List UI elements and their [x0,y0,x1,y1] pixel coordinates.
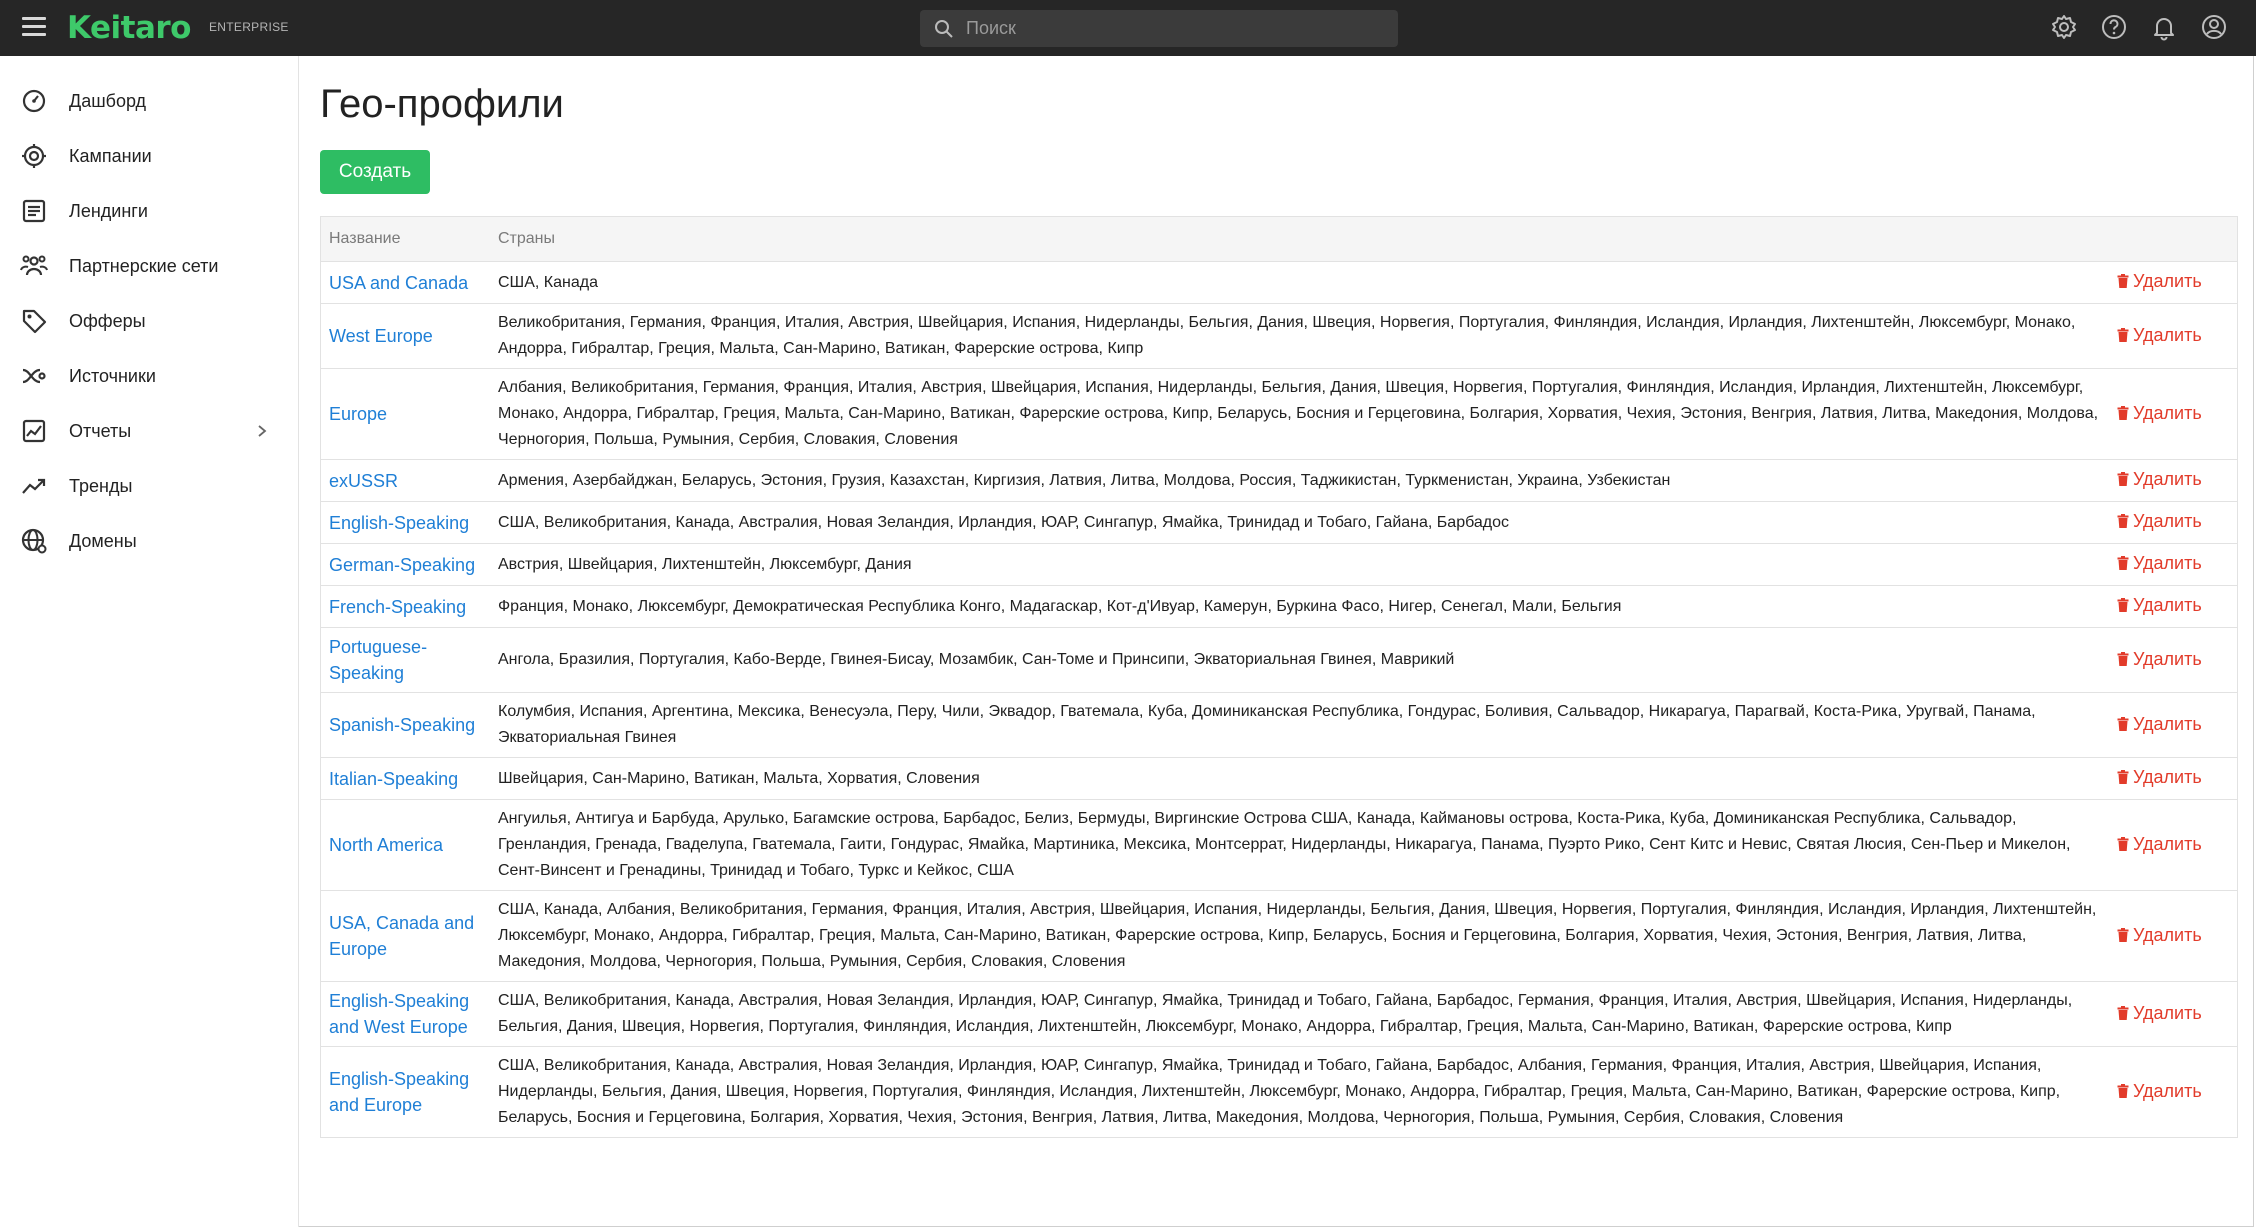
trash-icon [2117,514,2129,528]
actions-cell [2109,262,2238,304]
gear-icon[interactable] [2050,13,2078,41]
delete-button[interactable] [2117,466,2202,492]
trash-icon [2117,274,2129,288]
profile-name-cell [321,262,491,304]
chevron-right-icon[interactable] [255,424,269,438]
profile-name-cell [321,369,491,460]
profile-name-cell [321,304,491,369]
profile-name-cell [321,891,491,982]
delete-button[interactable] [2117,711,2202,737]
source-icon [20,362,48,390]
profile-name-cell [321,982,491,1047]
profile-name-link[interactable]: French-Speaking [329,596,467,617]
table-row [321,1047,2238,1138]
profile-name-link[interactable]: West Europe [329,326,433,346]
countries-cell: Ангуилья, Антигуа и Барбуда, Арулько, Багамские острова, Барбадос, Белиз, Бермуды, Виргинские Острова США, Канада, Каймановы острова, Коста-Рика, Куба, Доминиканская Республика, Сальвадор, Гренландия, Гренада, Гваделупа, Гватемала, Гаити, Гондурас, Ямайка, Мартиника, Мексика, Монтсеррат, Нидерланды, Никарагуа, Панама, Пуэрто Рико, Сент Китс и Невис, Святая Люсия, Сен-Пьер и Микелон, Сент-Винсент и Гренадины, Тринидад и Тобаго, Туркс и Кейкос, США [490,800,2109,891]
brand-edition: ENTERPRISE [209,20,289,34]
trash-icon [2117,928,2129,942]
delete-button[interactable] [2117,322,2202,348]
bell-icon[interactable] [2150,13,2178,41]
sidebar-item-reports[interactable] [0,411,298,451]
actions-cell [2109,502,2238,544]
delete-label: Удалить [2133,595,2202,615]
delete-label: Удалить [2133,648,2202,669]
trash-icon [2117,406,2129,420]
delete-button[interactable] [2117,508,2202,534]
table-body [321,262,2238,1138]
delete-button[interactable] [2117,831,2202,857]
table-row [321,800,2238,891]
brand-logo[interactable]: Keitaro [67,10,191,46]
countries-cell: Ангола, Бразилия, Португалия, Кабо-Верде, Гвинея-Бисау, Мозамбик, Сан-Томе и Принсипи, Экваториальная Гвинея, Маврикий [490,628,2109,693]
profile-name-link[interactable]: English-Speaking [329,512,470,533]
trend-icon [20,472,48,500]
header-name[interactable]: Название [321,217,491,262]
header-countries[interactable]: Страны [490,217,2109,262]
profile-name-cell [321,544,491,586]
search-input[interactable] [964,17,1368,40]
profile-name-cell [321,1047,491,1138]
table-row [321,982,2238,1047]
countries-cell: Армения, Азербайджан, Беларусь, Эстония, Грузия, Казахстан, Киргизия, Латвия, Литва, Молдова, Россия, Таджикистан, Туркменистан, Украина, Узбекистан [490,460,2109,502]
delete-label: Удалить [2133,511,2202,531]
header-actions [2109,217,2238,262]
profile-name-link[interactable]: North America [329,835,444,855]
delete-label: Удалить [2133,469,2202,489]
delete-label: Удалить [2133,553,2202,573]
sidebar-item-label: Источники [69,365,156,386]
actions-cell [2109,758,2238,800]
countries-cell: США, Великобритания, Канада, Австралия, Новая Зеландия, Ирландия, ЮАР, Сингапур, Ямайка, Тринидад и Тобаго, Гайана, Барбадос, Германия, Франция, Италия, Австрия, Швейцария, Испания, Нидерланды, Бельгия, Дания, Швеция, Норвегия, Португалия, Финляндия, Исландия, Лихтенштейн, Люксембург, Монако, Андорра, Гибралтар, Греция, Мальта, Сан-Марино, Ватикан, Фарерские острова, Кипр [490,982,2109,1047]
profile-name-cell [321,460,491,502]
actions-cell [2109,369,2238,460]
delete-button[interactable] [2117,1000,2202,1026]
table-row [321,891,2238,982]
table-header-row [321,217,2238,262]
delete-label: Удалить [2133,833,2202,854]
trash-icon [2117,717,2129,731]
tag-icon [20,307,48,335]
countries-cell: Австрия, Швейцария, Лихтенштейн, Люксембург, Дания [490,544,2109,586]
profile-name-cell [321,586,491,628]
trash-icon [2117,598,2129,612]
delete-label: Удалить [2133,767,2202,787]
delete-label: Удалить [2133,271,2202,291]
delete-label: Удалить [2133,1080,2202,1101]
profile-name-link[interactable]: Europe [329,404,388,424]
countries-cell: Швейцария, Сан-Марино, Ватикан, Мальта, Хорватия, Словения [490,758,2109,800]
actions-cell [2109,800,2238,891]
sidebar-item-campaigns[interactable] [0,136,298,176]
delete-button[interactable] [2117,922,2202,948]
delete-button[interactable] [2117,592,2202,618]
sidebar-item-domains[interactable] [0,521,298,561]
profile-name-link[interactable]: USA and Canada [329,272,469,293]
delete-label: Удалить [2133,924,2202,945]
menu-icon[interactable] [22,17,46,37]
trash-icon [2117,556,2129,570]
table-row [321,544,2238,586]
delete-button[interactable] [2117,400,2202,426]
sidebar-item-sources[interactable] [0,356,298,396]
page-title: Гео-профили [320,82,564,126]
sidebar-item-label: Тренды [69,475,133,496]
create-button[interactable]: Создать [320,150,430,194]
profile-name-link[interactable]: Portuguese-Speaking [329,637,428,683]
profile-name-cell [321,693,491,758]
delete-label: Удалить [2133,402,2202,423]
delete-button[interactable] [2117,764,2202,790]
profile-name-link[interactable]: English-Speaking and West Europe [329,991,470,1037]
actions-cell [2109,628,2238,693]
trash-icon [2117,837,2129,851]
profile-name-link[interactable]: German-Speaking [329,554,476,575]
trash-icon [2117,652,2129,666]
delete-label: Удалить [2133,1002,2202,1023]
trash-icon [2117,1006,2129,1020]
sidebar-item-label: Лендинги [69,200,148,221]
sidebar-item-networks[interactable] [0,246,298,286]
sidebar-item-label: Отчеты [69,420,132,441]
dashboard-icon [20,87,48,115]
countries-cell: Албания, Великобритания, Германия, Франция, Италия, Австрия, Швейцария, Испания, Нидерланды, Бельгия, Дания, Швеция, Норвегия, Португалия, Финляндия, Исландия, Ирландия, Лихтенштейн, Люксембург, Монако, Андорра, Гибралтар, Греция, Мальта, Сан-Марино, Ватикан, Фарерские острова, Кипр, Беларусь, Босния и Герцеговина, Болгария, Хорватия, Чехия, Эстония, Венгрия, Латвия, Литва, Македония, Молдова, Черногория, Польша, Румыния, Сербия, Словакия, Словения [490,369,2109,460]
profile-name-link[interactable]: USA, Canada and Europe [329,913,475,959]
table-row [321,586,2238,628]
sidebar-item-label: Домены [69,530,137,551]
actions-cell [2109,1047,2238,1138]
table-row [321,628,2238,693]
sidebar-item-offers[interactable] [0,301,298,341]
profile-name-link[interactable]: Spanish-Speaking [329,715,476,735]
actions-cell [2109,460,2238,502]
actions-cell [2109,891,2238,982]
actions-cell [2109,544,2238,586]
trash-icon [2117,770,2129,784]
help-icon[interactable] [2100,13,2128,41]
table-row [321,758,2238,800]
trash-icon [2117,472,2129,486]
account-icon[interactable] [2200,13,2228,41]
countries-cell: Франция, Монако, Люксембург, Демократическая Республика Конго, Мадагаскар, Кот-д'Ивуар, Камерун, Буркина Фасо, Нигер, Сенегал, Мали, Бельгия [490,586,2109,628]
geo-profiles-table [320,216,2238,1138]
delete-button[interactable] [2117,646,2202,672]
profile-name-cell [321,628,491,693]
sidebar-item-trends[interactable] [0,466,298,506]
countries-cell: Великобритания, Германия, Франция, Италия, Австрия, Швейцария, Испания, Нидерланды, Бельгия, Дания, Швеция, Норвегия, Португалия, Финляндия, Исландия, Ирландия, Лихтенштейн, Люксембург, Монако, Андорра, Гибралтар, Греция, Мальта, Сан-Марино, Ватикан, Фарерские острова, Кипр [490,304,2109,369]
table-row [321,502,2238,544]
countries-cell: США, Великобритания, Канада, Австралия, Новая Зеландия, Ирландия, ЮАР, Сингапур, Ямайка, Тринидад и Тобаго, Гайана, Барбадос, Албания, Германия, Франция, Италия, Австрия, Швейцария, Испания, Нидерланды, Бельгия, Дания, Швеция, Норвегия, Португалия, Финляндия, Исландия, Лихтенштейн, Люксембург, Монако, Андорра, Гибралтар, Греция, Мальта, Сан-Марино, Ватикан, Фарерские острова, Кипр, Беларусь, Босния и Герцеговина, Болгария, Хорватия, Чехия, Эстония, Венгрия, Латвия, Литва, Македония, Молдова, Черногория, Польша, Румыния, Сербия, Словакия, Словения [490,1047,2109,1138]
report-icon [20,417,48,445]
sidebar [0,56,299,1227]
table-row [321,369,2238,460]
delete-button[interactable] [2117,1078,2202,1104]
countries-cell: Колумбия, Испания, Аргентина, Мексика, Венесуэла, Перу, Чили, Эквадор, Гватемала, Куба, Доминиканская Республика, Гондурас, Боливия, Сальвадор, Никарагуа, Парагвай, Коста-Рика, Уругвай, Панама, Экваториальная Гвинея [490,693,2109,758]
countries-cell: США, Канада, Албания, Великобритания, Германия, Франция, Италия, Австрия, Швейцария, Испания, Нидерланды, Бельгия, Дания, Швеция, Норвегия, Португалия, Финляндия, Исландия, Ирландия, Лихтенштейн, Люксембург, Монако, Андорра, Гибралтар, Греция, Мальта, Сан-Марино, Ватикан, Фарерские острова, Кипр, Беларусь, Босния и Герцеговина, Болгария, Хорватия, Чехия, Эстония, Венгрия, Латвия, Литва, Македония, Молдова, Черногория, Польша, Румыния, Сербия, Словакия, Словения [490,891,2109,982]
actions-cell [2109,586,2238,628]
actions-cell [2109,693,2238,758]
trash-icon [2117,328,2129,342]
sidebar-item-landings[interactable] [0,191,298,231]
search-box[interactable] [920,10,1398,47]
countries-cell: США, Великобритания, Канада, Австралия, Новая Зеландия, Ирландия, ЮАР, Сингапур, Ямайка, Тринидад и Тобаго, Гайана, Барбадос [490,502,2109,544]
table-row [321,262,2238,304]
profile-name-cell [321,800,491,891]
profile-name-link[interactable]: Italian-Speaking [329,768,459,789]
delete-button[interactable] [2117,550,2202,576]
target-icon [20,142,48,170]
landing-icon [20,197,48,225]
profile-name-cell [321,502,491,544]
actions-cell [2109,304,2238,369]
sidebar-item-label: Партнерские сети [69,255,219,276]
sidebar-item-label: Дашборд [69,90,147,111]
delete-button[interactable] [2117,268,2202,294]
delete-label: Удалить [2133,324,2202,345]
search-icon [934,19,954,39]
top-icons [2050,13,2228,41]
profile-name-link[interactable]: English-Speaking and Europe [329,1069,470,1115]
profile-name-cell [321,758,491,800]
profile-name-link[interactable]: exUSSR [329,470,399,491]
table-row [321,693,2238,758]
actions-cell [2109,982,2238,1047]
sidebar-item-label: Кампании [69,145,152,166]
sidebar-item-label: Офферы [69,310,146,331]
network-icon [20,252,48,280]
delete-label: Удалить [2133,713,2202,734]
globe-icon [20,527,48,555]
countries-cell: США, Канада [490,262,2109,304]
table-row [321,460,2238,502]
table-row [321,304,2238,369]
sidebar-item-dashboard[interactable] [0,81,298,121]
trash-icon [2117,1084,2129,1098]
top-bar [0,0,2256,56]
